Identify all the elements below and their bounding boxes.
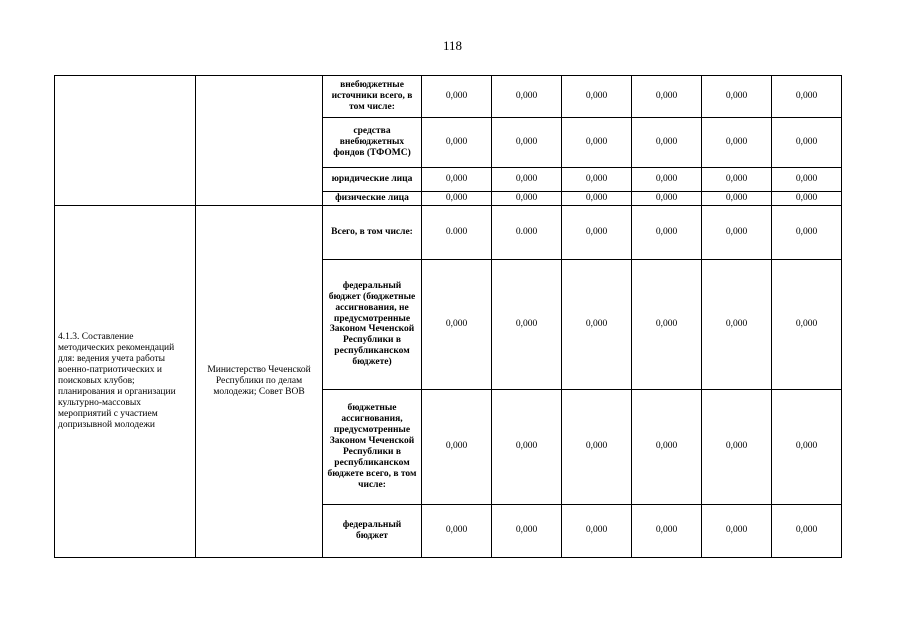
value-cell: 0.000 xyxy=(492,205,562,259)
value-cell: 0,000 xyxy=(632,389,702,504)
value-cell: 0,000 xyxy=(562,205,632,259)
table-row xyxy=(55,76,842,118)
value-cell: 0,000 xyxy=(772,118,842,168)
value-cell: 0,000 xyxy=(632,168,702,192)
value-cell: 0,000 xyxy=(702,76,772,118)
value-cell: 0,000 xyxy=(562,76,632,118)
funding-source-cell: федеральный бюджет (бюджетные ассигнования, не предусмотренные Законом Чеченской Республики в республиканском бюджете) xyxy=(323,259,422,389)
funding-source-cell: Всего, в том числе: xyxy=(323,205,422,259)
table-row xyxy=(55,205,842,259)
value-cell: 0,000 xyxy=(492,76,562,118)
value-cell: 0,000 xyxy=(632,259,702,389)
value-cell: 0,000 xyxy=(772,192,842,206)
value-cell: 0,000 xyxy=(632,192,702,206)
value-cell: 0,000 xyxy=(772,76,842,118)
value-cell: 0,000 xyxy=(702,259,772,389)
value-cell: 0,000 xyxy=(492,389,562,504)
value-cell: 0,000 xyxy=(492,168,562,192)
value-cell: 0,000 xyxy=(562,504,632,557)
value-cell: 0,000 xyxy=(772,259,842,389)
value-cell: 0,000 xyxy=(422,76,492,118)
value-cell: 0,000 xyxy=(632,118,702,168)
value-cell: 0,000 xyxy=(702,192,772,206)
value-cell: 0,000 xyxy=(562,118,632,168)
empty-name-cell xyxy=(55,76,196,206)
value-cell: 0,000 xyxy=(772,389,842,504)
value-cell: 0,000 xyxy=(702,389,772,504)
value-cell: 0.000 xyxy=(422,205,492,259)
funding-source-cell: средства внебюджетных фондов (ТФОМС) xyxy=(323,118,422,168)
value-cell: 0,000 xyxy=(702,118,772,168)
page-number: 118 xyxy=(442,38,463,53)
funding-source-cell: физические лица xyxy=(323,192,422,206)
value-cell: 0,000 xyxy=(492,259,562,389)
activity-name-cell: 4.1.3. Составление методических рекомендаций для: ведения учета работы военно-патриотических и поисковых клубов; планирования и организации культурно-массовых мероприятий с участием допризывной молодежи xyxy=(55,205,196,557)
value-cell: 0,000 xyxy=(562,192,632,206)
value-cell: 0,000 xyxy=(772,168,842,192)
value-cell: 0,000 xyxy=(422,118,492,168)
value-cell: 0,000 xyxy=(772,205,842,259)
value-cell: 0,000 xyxy=(422,168,492,192)
funding-source-cell: бюджетные ассигнования, предусмотренные Законом Чеченской Республики в республиканском бюджете всего, в том числе: xyxy=(323,389,422,504)
value-cell: 0,000 xyxy=(492,504,562,557)
executor-cell: Министерство Чеченской Республики по делам молодежи; Совет ВОВ xyxy=(196,205,323,557)
value-cell: 0,000 xyxy=(422,192,492,206)
value-cell: 0,000 xyxy=(702,205,772,259)
value-cell: 0,000 xyxy=(492,118,562,168)
value-cell: 0,000 xyxy=(562,168,632,192)
value-cell: 0,000 xyxy=(422,259,492,389)
value-cell: 0,000 xyxy=(772,504,842,557)
value-cell: 0,000 xyxy=(562,389,632,504)
value-cell: 0,000 xyxy=(422,389,492,504)
value-cell: 0,000 xyxy=(422,504,492,557)
value-cell: 0,000 xyxy=(492,192,562,206)
value-cell: 0,000 xyxy=(562,259,632,389)
value-cell: 0,000 xyxy=(632,76,702,118)
value-cell: 0,000 xyxy=(632,205,702,259)
empty-executor-cell xyxy=(196,76,323,206)
funding-source-cell: федеральный бюджет xyxy=(323,504,422,557)
budget-table xyxy=(54,75,842,558)
funding-source-cell: юридические лица xyxy=(323,168,422,192)
value-cell: 0,000 xyxy=(702,504,772,557)
value-cell: 0,000 xyxy=(702,168,772,192)
funding-source-cell: внебюджетные источники всего, в том числе: xyxy=(323,76,422,118)
value-cell: 0,000 xyxy=(632,504,702,557)
